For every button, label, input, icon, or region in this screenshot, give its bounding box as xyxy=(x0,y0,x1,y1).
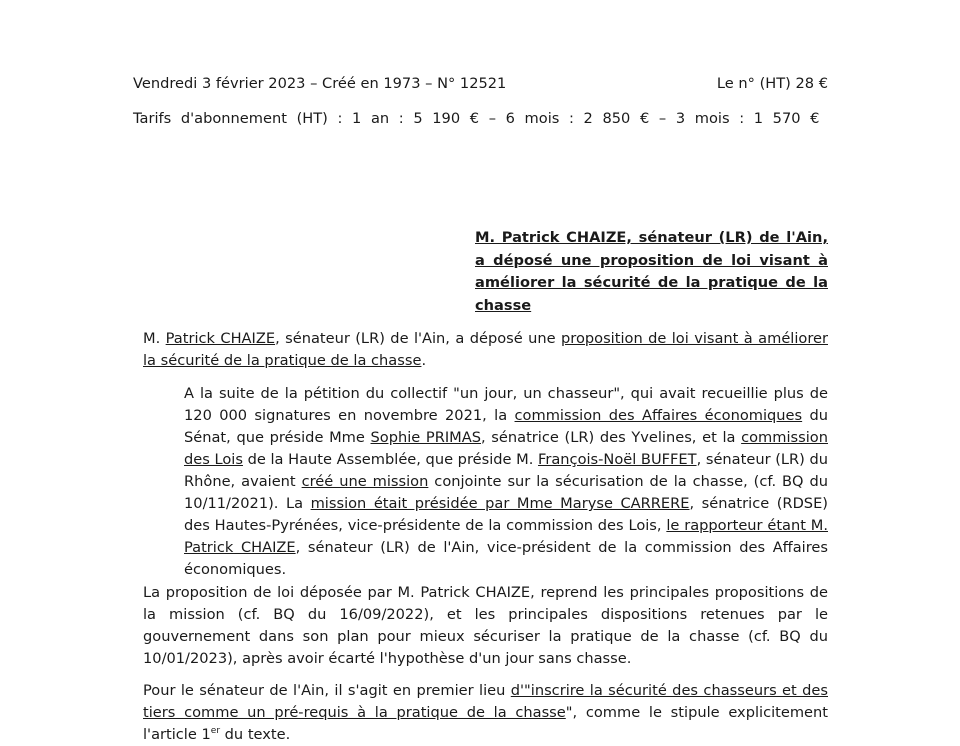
link-commission-des-lois[interactable]: commission des Lois xyxy=(184,429,828,468)
link-cree-une-mission[interactable]: créé une mission xyxy=(301,473,429,490)
link-proposition-de-loi[interactable]: proposition de loi visant à améliorer la sécurité de la pratique de la chasse xyxy=(143,330,828,369)
text: , sénateur (LR) de l'Ain, a déposé une xyxy=(275,330,562,347)
text: , sénateur (LR) du Rhône, avaient xyxy=(184,451,829,490)
link-francois-noel-buffet[interactable]: François-Noël BUFFET xyxy=(538,451,697,468)
text: Pour le sénateur de l'Ain, il s'agit en premier lieu xyxy=(143,682,511,699)
text: du Sénat, que préside Mme xyxy=(184,407,828,446)
paragraph-context xyxy=(184,383,828,581)
link-mission-presidee[interactable]: mission était présidée par Mme Maryse CARRERE xyxy=(310,495,690,512)
paragraph-proposals: La proposition de loi déposée par M. Patrick CHAIZE, reprend les principales propositions de la mission (cf. BQ du 16/09/2022), et les principales dispositions retenues par le gouvernement dans son plan pour mieux sécuriser la pratique de la chasse (cf. BQ du 10/01/2023), après avoir écarté l'hypothèse d'un jour sans chasse. xyxy=(143,584,828,667)
text: , sénatrice (RDSE) des Hautes-Pyrénées, vice-présidente de la commission des Lois, xyxy=(184,495,828,534)
article-title: M. Patrick CHAIZE, sénateur (LR) de l'Ain, a déposé une proposition de loi visant à améliorer la sécurité de la pratique de la chasse xyxy=(475,229,828,314)
text: , sénatrice (LR) des Yvelines, et la xyxy=(481,429,742,446)
issue-price: Le n° (HT) 28 € xyxy=(716,75,828,92)
link-commission-affaires-economiques[interactable]: commission des Affaires économiques xyxy=(514,407,803,424)
superscript: er xyxy=(210,726,221,737)
link-patrick-chaize[interactable]: Patrick CHAIZE xyxy=(165,330,276,347)
text: M. xyxy=(143,330,166,347)
issue-info: Vendredi 3 février 2023 – Créé en 1973 – N° 12521 xyxy=(133,75,507,92)
text: ", comme le stipule explicitement l'article 1 xyxy=(143,704,829,743)
text: conjointe sur la sécurisation de la chasse, (cf. BQ du 10/11/2021). La xyxy=(184,473,828,512)
paragraph-intro xyxy=(143,328,828,372)
text: du texte. xyxy=(220,726,291,743)
link-rapporteur[interactable]: le rapporteur étant M. Patrick CHAIZE xyxy=(184,517,828,556)
link-inscrire-securite[interactable]: d'"inscrire la sécurité des chasseurs et des tiers comme un pré-requis à la pratique de la chasse xyxy=(143,682,828,721)
subscription-rates: Tarifs d'abonnement (HT) : 1 an : 5 190 € – 6 mois : 2 850 € – 3 mois : 1 570 € xyxy=(133,110,820,127)
text: de la Haute Assemblée, que préside M. xyxy=(242,451,539,468)
text: A la suite de la pétition du collectif "un jour, un chasseur", qui avait recueillie plus de 120 000 signatures en novembre 2021, la xyxy=(184,385,828,424)
paragraph-senator xyxy=(143,680,828,746)
link-sophie-primas[interactable]: Sophie PRIMAS xyxy=(370,429,482,446)
text: , sénateur (LR) de l'Ain, vice-président de la commission des Affaires économiques. xyxy=(184,539,828,578)
header-line xyxy=(133,73,828,95)
text: . xyxy=(421,352,427,369)
